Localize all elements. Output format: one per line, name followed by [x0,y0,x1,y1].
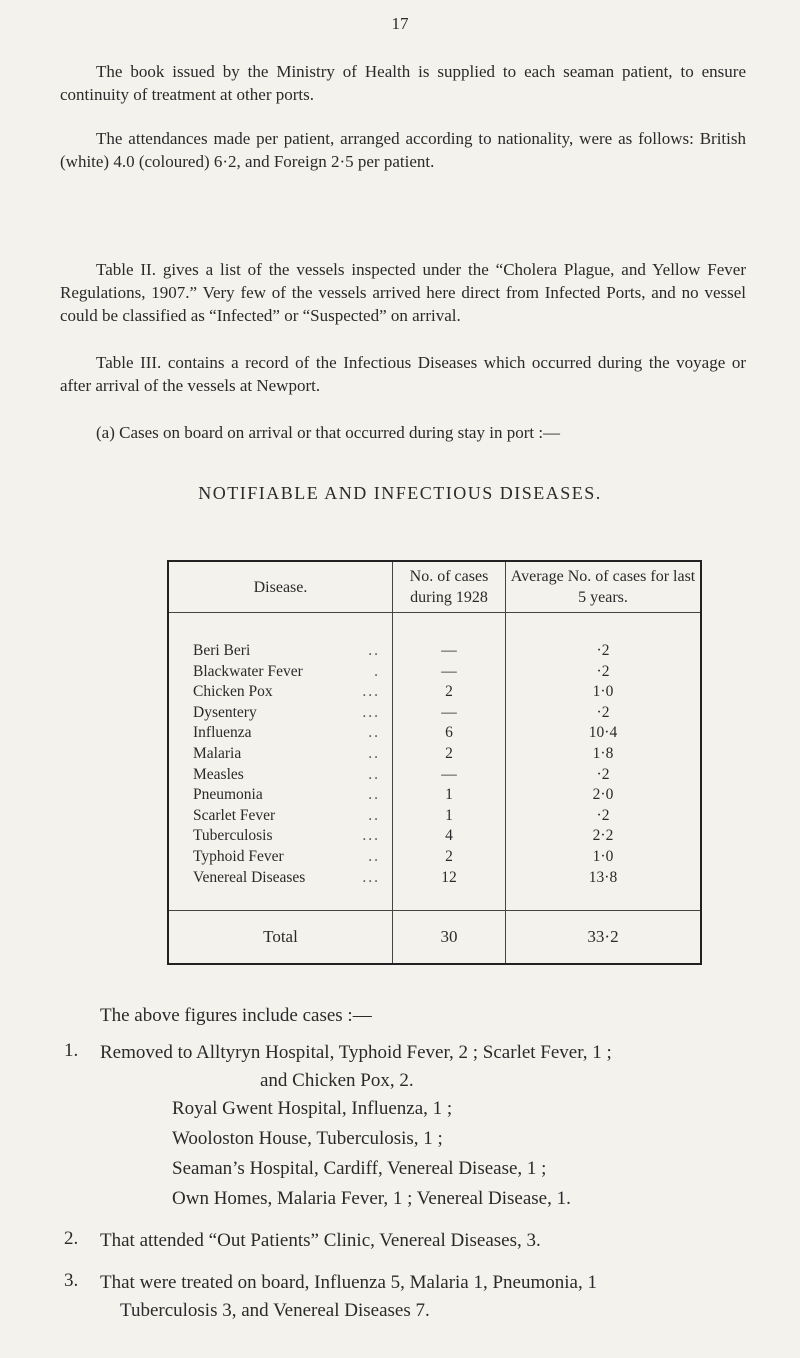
table-row [168,868,701,911]
disease-table [167,560,702,965]
cases-value: — [393,613,506,662]
leader-dots: .. [368,724,380,742]
leader-dots: .. [368,765,380,783]
table-row [168,613,701,662]
leader-dots: .. [368,806,380,824]
disease-name: Venereal Diseases [193,868,306,886]
table-row [168,682,701,703]
average-value: ·2 [506,806,702,827]
table-row [168,847,701,868]
cases-value: — [393,703,506,724]
average-value: ·2 [506,662,702,683]
cases-value: — [393,662,506,683]
section-heading: NOTIFIABLE AND INFECTIOUS DISEASES. [198,483,602,503]
table-row [168,765,701,786]
cases-value: 2 [393,682,506,703]
table-row [168,785,701,806]
disease-name: Tuberculosis [193,827,273,845]
header-disease: Disease. [168,561,393,613]
note-line: and Chicken Pox, 2. [260,1070,414,1091]
leader-dots: .. [368,847,380,865]
disease-name: Measles [193,765,244,783]
leader-dots: ... [362,868,380,886]
note-line: Royal Gwent Hospital, Influenza, 1 ; [172,1098,453,1119]
average-value: 1·0 [506,682,702,703]
table-header-row [168,561,701,613]
leader-dots: . [374,662,380,680]
table2-paragraph: Table II. gives a list of the vessels inspected under the “Cholera Plague, and Yellow Fever Regulations, 1907.” Very few of the vessels arrived here direct from Infected Ports, and no vessel could be classified as “Infected” or “Suspected” on arrival. [60,260,746,325]
disease-name: Typhoid Fever [193,847,284,865]
above-figures-note: The above figures include cases :— [100,1005,372,1026]
average-value: ·2 [506,703,702,724]
note-line: Seaman’s Hospital, Cardiff, Venereal Disease, 1 ; [172,1158,547,1179]
cases-value: 2 [393,847,506,868]
note-line: Removed to Alltyryn Hospital, Typhoid Fever, 2 ; Scarlet Fever, 1 ; [100,1042,612,1063]
intro-paragraph: The book issued by the Ministry of Health is supplied to each seaman patient, to ensure continuity of treatment at other ports. [60,62,746,104]
table-row [168,662,701,683]
table-row [168,744,701,765]
disease-name: Pneumonia [193,786,263,804]
leader-dots: .. [368,786,380,804]
table-row [168,806,701,827]
average-value: ·2 [506,765,702,786]
disease-name: Influenza [193,724,252,742]
average-value: 2·0 [506,785,702,806]
leader-dots: .. [368,642,380,659]
note-line: That were treated on board, Influenza 5, Malaria 1, Pneumonia, 1 [100,1272,597,1293]
disease-name: Chicken Pox [193,683,273,701]
note-line: Own Homes, Malaria Fever, 1 ; Venereal Disease, 1. [172,1188,571,1209]
total-row [168,911,701,965]
page-number: 17 [391,14,409,33]
table-row [168,826,701,847]
cases-value: — [393,765,506,786]
total-average: 33·2 [506,911,702,965]
subsection-heading: (a) Cases on board on arrival or that occurred during stay in port :— [96,423,561,442]
header-average: Average No. of cases for last 5 years. [506,561,702,613]
note-number: 3. [64,1270,79,1291]
table-row [168,703,701,724]
leader-dots: ... [362,703,380,721]
average-value: ·2 [506,613,702,662]
table3-paragraph: Table III. contains a record of the Infectious Diseases which occurred during the voyage or after arrival of the vessels at Newport. [60,353,746,395]
note-line: That attended “Out Patients” Clinic, Venereal Diseases, 3. [100,1230,541,1251]
average-value: 13·8 [506,868,702,911]
leader-dots: ... [362,683,380,701]
cases-value: 4 [393,826,506,847]
cases-value: 2 [393,744,506,765]
cases-value: 6 [393,723,506,744]
leader-dots: .. [368,744,380,762]
attendance-paragraph: The attendances made per patient, arranged according to nationality, were as follows: British (white) 4.0 (coloured) 6·2, and Foreign 2·5 per patient. [60,129,746,171]
note-line: Tuberculosis 3, and Venereal Diseases 7. [120,1300,430,1321]
average-value: 10·4 [506,723,702,744]
disease-name: Dysentery [193,703,257,721]
average-value: 1·8 [506,744,702,765]
cases-value: 12 [393,868,506,911]
total-cases: 30 [393,911,506,965]
cases-value: 1 [393,785,506,806]
average-value: 1·0 [506,847,702,868]
table-row [168,723,701,744]
leader-dots: ... [362,827,380,845]
note-line: Wooloston House, Tuberculosis, 1 ; [172,1128,443,1149]
disease-name: Blackwater Fever [193,662,303,680]
header-cases: No. of cases during 1928 [393,561,506,613]
average-value: 2·2 [506,826,702,847]
cases-value: 1 [393,806,506,827]
total-label: Total [168,911,393,965]
note-number: 2. [64,1228,79,1249]
note-number: 1. [64,1040,79,1061]
disease-name: Malaria [193,744,242,762]
disease-name: Scarlet Fever [193,806,276,824]
disease-name: Beri Beri [193,642,251,659]
